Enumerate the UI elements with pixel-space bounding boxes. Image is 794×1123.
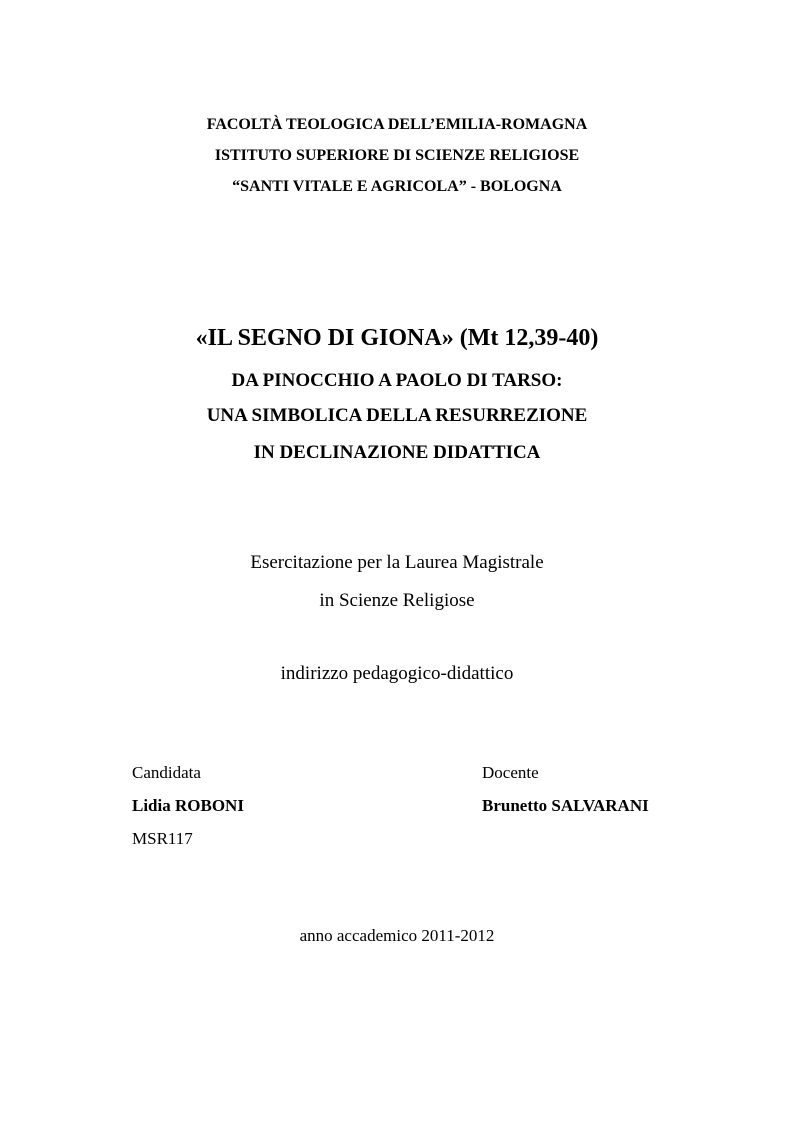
candidate-name: Lidia ROBONI <box>132 796 244 815</box>
institution-institute: ISTITUTO SUPERIORE DI SCIENZE RELIGIOSE <box>214 147 580 164</box>
institution-faculty: FACOLTÀ TEOLOGICA DELL’EMILIA-ROMAGNA <box>206 116 588 133</box>
academic-year: anno accademico 2011-2012 <box>299 926 495 945</box>
degree-line-2: in Scienze Religiose <box>319 590 475 611</box>
degree-track: indirizzo pedagogico-didattico <box>280 663 514 684</box>
teacher-label: Docente <box>482 763 539 782</box>
degree-line-1: Esercitazione per la Laurea Magistrale <box>250 552 544 573</box>
thesis-main-title: «IL SEGNO DI GIONA» (Mt 12,39-40) <box>195 325 599 351</box>
candidate-id: MSR117 <box>132 829 193 848</box>
thesis-subtitle-line-1: DA PINOCCHIO A PAOLO DI TARSO: <box>231 370 563 391</box>
teacher-name: Brunetto SALVARANI <box>482 796 649 815</box>
thesis-subtitle-line-2: UNA SIMBOLICA DELLA RESURREZIONE <box>206 405 588 426</box>
thesis-subtitle-line-3: IN DECLINAZIONE DIDATTICA <box>253 442 541 463</box>
institution-city: “SANTI VITALE E AGRICOLA” - BOLOGNA <box>232 178 562 195</box>
candidate-label: Candidata <box>132 763 201 782</box>
